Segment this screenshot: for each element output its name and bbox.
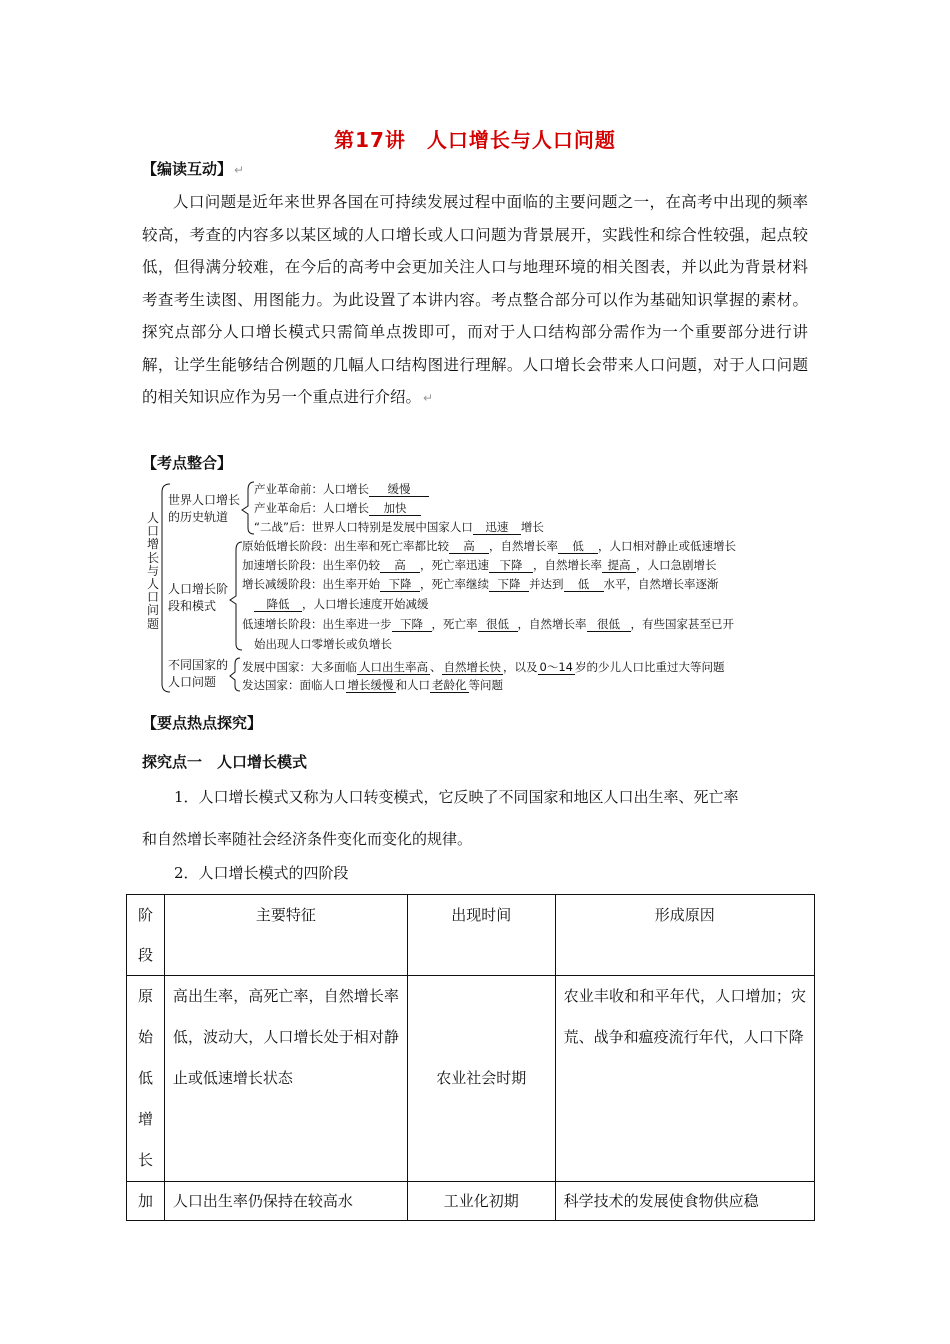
- fill-blank: 0～14: [539, 660, 573, 674]
- section-reading-interaction: [142, 158, 244, 179]
- row1-feature: 高出生率，高死亡率，自然增长率低，波动大，人口增长处于相对静止或低速增长状态: [164, 976, 407, 1182]
- table-row: [127, 1182, 815, 1221]
- section-reading-label: 【编读互动】: [142, 160, 233, 178]
- branch2-row2: 加速增长阶段：出生率仍较 高 ，死亡率迅速 下降 ，自然增长率 提高 ，人口急剧增长: [242, 558, 717, 572]
- page-title: 第17讲 人口增长与人口问题: [334, 128, 616, 152]
- header-feature: 主要特征: [164, 895, 407, 976]
- header-cause: 形成原因: [555, 895, 814, 976]
- fill-blank: 提高: [602, 559, 636, 573]
- explore-para1-line1: 1．人口增长模式又称为人口转变模式，它反映了不同国家和地区人口出生率、死亡率: [174, 788, 739, 806]
- fill-blank: 缓慢: [369, 483, 429, 497]
- section-hot-topics: 【要点热点探究】: [142, 714, 263, 732]
- row1-time: 农业社会时期: [407, 976, 555, 1182]
- row2-feature: 人口出生率仍保持在较高水: [164, 1182, 407, 1221]
- branch2-row6: 始出现人口零增长或负增长: [254, 637, 392, 651]
- fill-blank: 高: [380, 559, 420, 573]
- growth-stages-table: [126, 894, 815, 1221]
- return-mark: ↵: [423, 391, 434, 405]
- branch2-row4: 降低 ，人口增长速度开始减缓: [254, 596, 429, 612]
- intro-paragraph: [142, 186, 808, 415]
- branch3-row1: 发展中国家：大多面临 人口出生率高 、 自然增长快 ，以及 0～14 岁的少儿人口比重过大等问题: [242, 660, 725, 674]
- branch2-row3: 增长减缓阶段：出生率开始 下降 ，死亡率继续 下降 并达到 低 水平，自然增长率逐渐: [242, 577, 719, 591]
- fill-blank: 低: [558, 540, 598, 554]
- branch1-row2: 产业革命后：人口增长 加快: [254, 500, 421, 516]
- section-key-points: 【考点整合】: [142, 454, 233, 472]
- fill-blank: 增长缓慢: [347, 678, 394, 692]
- fill-blank: 下降: [380, 578, 420, 592]
- branch2-label: 人口增长阶段和模式: [168, 582, 229, 613]
- branch1-row3: “二战”后：世界人口特别是发展中国家人口 迅速 增长: [254, 520, 544, 534]
- fill-blank: 人口出生率高: [359, 660, 428, 674]
- branch2-row5: 低速增长阶段：出生率进一步 下降 ，死亡率 很低 ，自然增长率 很低 ，有些国家甚至已开: [242, 617, 734, 631]
- table-header-row: [127, 895, 815, 976]
- row2-cause: 科学技术的发展使食物供应稳: [555, 1182, 814, 1221]
- explore-para2: 2．人口增长模式的四阶段: [174, 864, 349, 882]
- header-stage: 阶段: [127, 895, 165, 976]
- fill-blank: 低: [564, 578, 604, 592]
- fill-blank: 加快: [369, 502, 421, 516]
- row2-stage: 加: [127, 1182, 165, 1221]
- row1-cause: 农业丰收和和平年代，人口增加；灾荒、战争和瘟疫流行年代，人口下降: [555, 976, 814, 1182]
- fill-blank: 很低: [478, 618, 518, 632]
- row1-stage: 原始低增长: [127, 976, 165, 1182]
- header-time: 出现时间: [407, 895, 555, 976]
- intro-text: 人口问题是近年来世界各国在可持续发展过程中面临的主要问题之一，在高考中出现的频率较高，考查的内容多以某区域的人口增长或人口问题为背景展开，实践性和综合性较强，起点较低，但得满分较难，在今后的高考中会更加关注人口与地理环境的相关图表，并以此为背景材料考查考生读图、用图能力。为此设置了本讲内容。考点整合部分可以作为基础知识掌握的素材。探究点部分人口增长模式只需简单点拨即可，而对于人口结构部分需作为一个重要部分进行讲解，让学生能够结合例题的几幅人口结构图进行理解。人口增长会带来人口问题，对于人口问题的相关知识应作为另一个重点进行介绍。: [142, 193, 808, 406]
- fill-blank: 自然增长快: [443, 660, 501, 674]
- fill-blank: 很低: [587, 618, 631, 632]
- branch3-label: 不同国家的人口问题: [168, 658, 229, 689]
- explore-point1-title: 探究点一 人口增长模式: [142, 753, 308, 771]
- table-row: [127, 976, 815, 1182]
- fill-blank: 降低: [254, 598, 302, 612]
- fill-blank: 迅速: [473, 521, 521, 535]
- branch1-label: 世界人口增长的历史轨道: [168, 493, 241, 524]
- branch1-row1: 产业革命前：人口增长 缓慢: [254, 481, 429, 497]
- diagram-root-label: 人口增长与人口问题: [146, 511, 159, 631]
- branch2-row1: 原始低增长阶段：出生率和死亡率都比较 高 ，自然增长率 低 ，人口相对静止或低速增长: [242, 539, 736, 553]
- fill-blank: 老龄化: [432, 678, 467, 692]
- fill-blank: 高: [449, 540, 489, 554]
- branch3-row2: 发达国家：面临人口 增长缓慢 和人口 老龄化 等问题: [242, 678, 503, 692]
- knowledge-structure-diagram: [142, 478, 808, 698]
- return-mark: ↵: [234, 163, 245, 177]
- explore-para1-line2: 和自然增长率随社会经济条件变化而变化的规律。: [142, 830, 473, 848]
- fill-blank: 下降: [392, 618, 432, 632]
- fill-blank: 下降: [489, 578, 529, 592]
- fill-blank: 下降: [489, 559, 533, 573]
- row2-time: 工业化初期: [407, 1182, 555, 1221]
